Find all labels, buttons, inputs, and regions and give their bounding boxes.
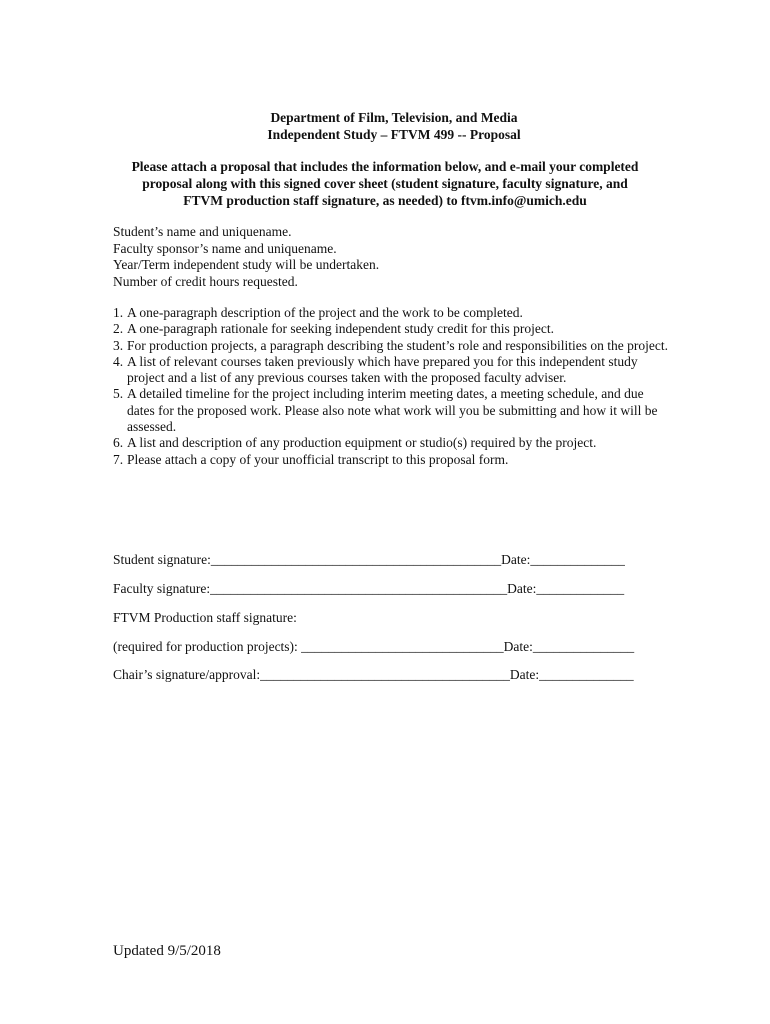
student-signature-line[interactable]: Student signature:___________________________________________Date:______________	[113, 552, 625, 567]
document-header	[0, 109, 770, 143]
list-item	[113, 435, 673, 451]
item-text: A one-paragraph rationale for seeking independent study credit for this project.	[127, 321, 554, 337]
instruction-line: Please attach a proposal that includes the information below, and e-mail your completed	[131, 159, 639, 174]
instruction-line: FTVM production staff signature, as needed) to ftvm.info@umich.edu	[183, 193, 587, 208]
required-info-list	[113, 224, 379, 290]
proposal-items-list	[113, 305, 673, 468]
item-number: 3.	[113, 337, 124, 353]
item-number: 2.	[113, 321, 124, 337]
list-item	[113, 321, 673, 337]
item-text: For production projects, a paragraph describing the student’s role and responsibilities on the project.	[127, 337, 668, 353]
form-title: Independent Study – FTVM 499 -- Proposal	[267, 127, 521, 142]
item-text: Please attach a copy of your unofficial transcript to this proposal form.	[127, 451, 509, 467]
item-number: 5.	[113, 386, 124, 402]
item-text: A one-paragraph description of the project and the work to be completed.	[127, 305, 523, 320]
chair-signature-line[interactable]: Chair’s signature/approval:_____________________________________Date:______________	[113, 667, 634, 682]
item-number: 7.	[113, 451, 124, 467]
item-text: A detailed timeline for the project including interim meeting dates, a meeting schedule, and due dates for the proposed work. Please also note what work will you be submitting and how it will be assessed.	[127, 386, 658, 435]
item-number: 4.	[113, 353, 124, 369]
list-item	[113, 354, 673, 387]
list-item	[113, 305, 673, 321]
list-item	[113, 338, 673, 354]
list-item	[113, 386, 673, 435]
submission-instructions	[0, 158, 770, 209]
faculty-signature-line[interactable]: Faculty signature:____________________________________________Date:_____________	[113, 581, 625, 596]
production-staff-signature-line[interactable]: (required for production projects): ______________________________Date:_______________	[113, 639, 635, 654]
item-number: 1.	[113, 305, 124, 320]
list-item	[113, 452, 673, 468]
required-info-item: Number of credit hours requested.	[113, 273, 298, 289]
production-staff-signature-label: FTVM Production staff signature:	[113, 610, 297, 625]
item-text: A list and description of any production equipment or studio(s) required by the project.	[127, 435, 597, 451]
required-info-item: Year/Term independent study will be undertaken.	[113, 257, 380, 272]
department-title: Department of Film, Television, and Media	[270, 110, 518, 125]
instruction-line: proposal along with this signed cover sheet (student signature, faculty signature, and	[142, 176, 628, 191]
item-text: A list of relevant courses taken previously which have prepared you for this independent study project and a list of any previous courses taken with the proposed faculty adviser.	[127, 353, 638, 386]
updated-date: Updated 9/5/2018	[113, 943, 221, 959]
item-number: 6.	[113, 435, 124, 451]
required-info-item: Student’s name and uniquename.	[113, 224, 292, 239]
required-info-item: Faculty sponsor’s name and uniquename.	[113, 240, 337, 256]
